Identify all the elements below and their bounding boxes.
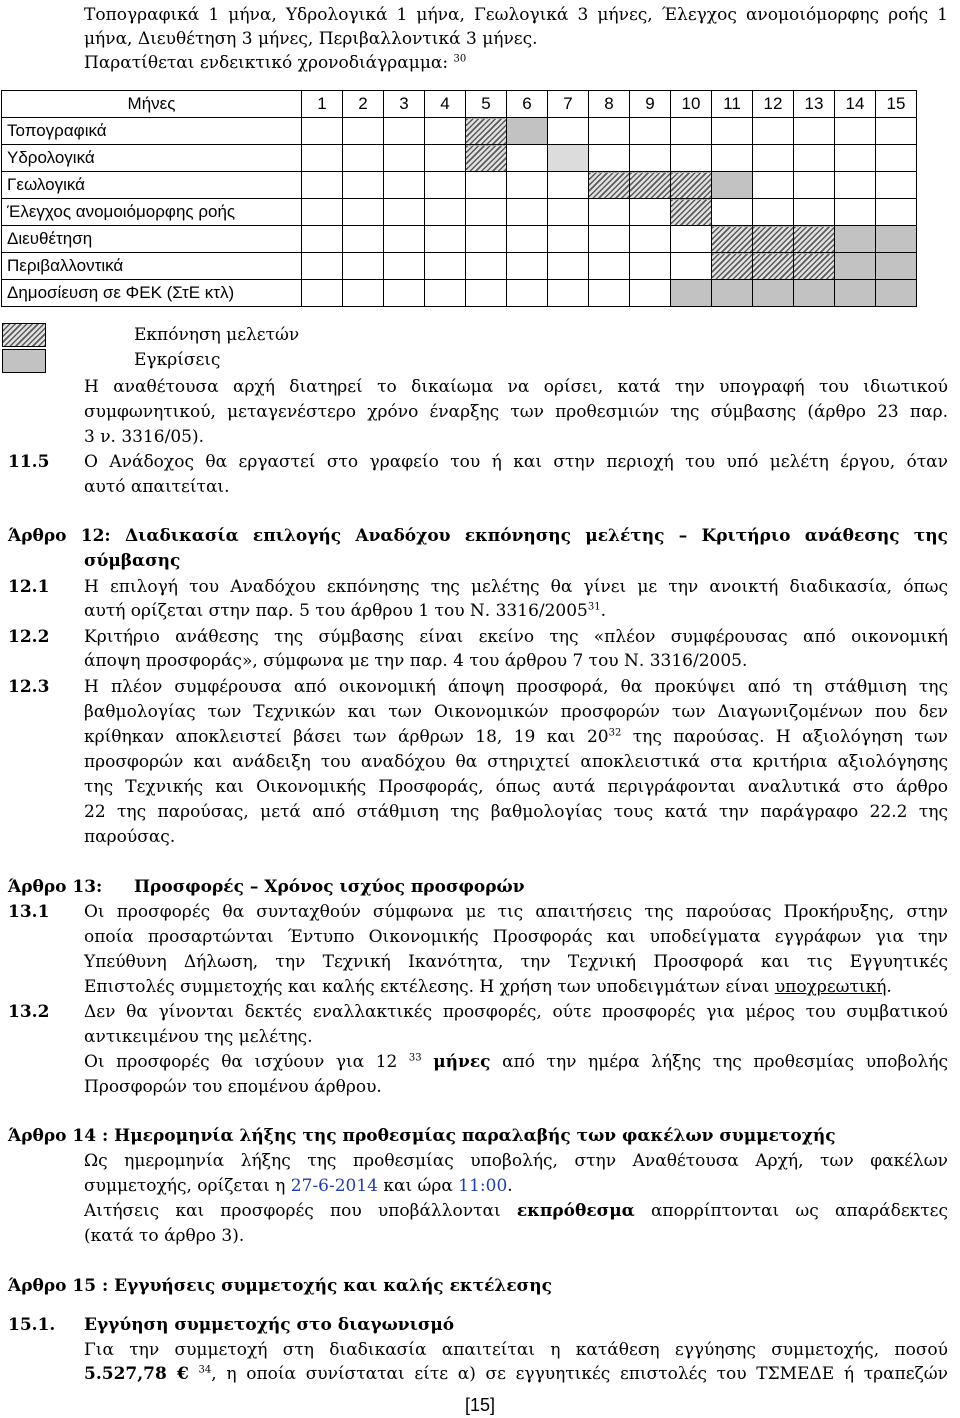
schedule-row — [2, 118, 917, 145]
month-header: 15 — [876, 91, 917, 118]
schedule-cell — [589, 226, 630, 253]
month-header: 2 — [343, 91, 384, 118]
schedule-cell — [876, 172, 917, 199]
schedule-cell — [671, 226, 712, 253]
schedule-cell — [630, 145, 671, 172]
schedule-cell — [794, 145, 835, 172]
schedule-cell — [630, 226, 671, 253]
para-13-1-line-3: Υπεύθυνη Δήλωση, την Τεχνική Ικανότητα, την Τεχνική Προσφορά και τις Εγγυητικές — [84, 952, 948, 972]
para-12-2-line-2: άποψη προσφοράς», σύμφωνα με την παρ. 4 του άρθρου 7 του Ν. 3316/2005. — [84, 651, 748, 671]
para-13-1-line-2: οποία προσαρτώνται Έντυπο Οικονομικής Προσφοράς και υποδείγματα εγγράφων για την — [84, 927, 948, 947]
para-11-4-line-2: συμφωνητικού, μεταγενέστερο χρόνο έναρξης των προθεσμιών της σύμβασης (άρθρο 23 παρ. — [84, 402, 948, 422]
schedule-cell — [425, 172, 466, 199]
schedule-cell — [302, 118, 343, 145]
month-header: 9 — [630, 91, 671, 118]
month-header: 7 — [548, 91, 589, 118]
para-number: 12.1 — [8, 577, 50, 597]
schedule-cell — [712, 280, 753, 307]
para-12-3-line-5: της Τεχνικής και Οικονομικής Προσφοράς, όπως αυτά περιγράφονται αναλυτικά στο άρθρο — [84, 777, 948, 797]
schedule-cell — [753, 172, 794, 199]
schedule-cell — [671, 199, 712, 226]
schedule-cell — [671, 280, 712, 307]
schedule-cell — [630, 199, 671, 226]
schedule-cell — [589, 145, 630, 172]
para-number: 12.3 — [8, 677, 50, 697]
month-header: 1 — [302, 91, 343, 118]
schedule-row — [2, 280, 917, 307]
schedule-cell — [343, 145, 384, 172]
schedule-row-label: Τοπογραφικά — [2, 118, 302, 145]
para-11-4-line-3: 3 ν. 3316/05). — [84, 427, 205, 447]
para-13-2-line-3: Οι προσφορές θα ισχύουν για 12 $^{33}$ μήνες από την ημέρα λήξης της προθεσμίας υποβολής — [84, 1052, 948, 1072]
schedule-cell — [384, 118, 425, 145]
para-11-5-line-1: Ο Ανάδοχος θα εργαστεί στο γραφείο του ή και στην περιοχή του υπό μελέτη έργου, όταν — [84, 452, 948, 472]
month-header: 14 — [835, 91, 876, 118]
schedule-cell — [343, 172, 384, 199]
schedule-cell — [630, 172, 671, 199]
article-14-line-2: συμμετοχής, ορίζεται η 27-6-2014 και ώρα 11:00. — [84, 1176, 513, 1196]
para-number: 11.5 — [8, 452, 50, 472]
para-13-2-line-4: Προσφορών του επομένου άρθρου. — [84, 1077, 382, 1097]
schedule-header-label: Μήνες — [2, 91, 302, 118]
schedule-row-label: Γεωλογικά — [2, 172, 302, 199]
schedule-cell — [753, 118, 794, 145]
para-12-1-line-1: Η επιλογή του Αναδόχου εκπόνησης της μελέτης θα γίνει με την ανοικτή διαδικασία, όπως — [84, 577, 948, 597]
schedule-cell — [302, 199, 343, 226]
schedule-cell — [466, 145, 507, 172]
schedule-cell — [302, 172, 343, 199]
schedule-cell — [753, 199, 794, 226]
deadline-date: 27-6-2014 — [290, 1176, 378, 1196]
schedule-cell — [384, 280, 425, 307]
para-12-3-line-1: Η πλέον συμφέρουσα από οικονομική άποψη προσφορά, θα προκύψει από τη στάθμιση της — [84, 677, 948, 697]
article-15-title: Άρθρο 15 : Εγγυήσεις συμμετοχής και καλής εκτέλεσης — [8, 1276, 552, 1296]
schedule-cell — [589, 280, 630, 307]
schedule-cell — [671, 118, 712, 145]
schedule-cell — [712, 226, 753, 253]
para-13-1-line-1: Οι προσφορές θα συνταχθούν σύμφωνα με τις απαιτήσεις της παρούσας Προκήρυξης, στην — [84, 902, 948, 922]
month-header: 6 — [507, 91, 548, 118]
schedule-cell — [425, 145, 466, 172]
schedule-cell — [753, 280, 794, 307]
schedule-cell — [507, 280, 548, 307]
schedule-cell — [630, 118, 671, 145]
schedule-cell — [630, 280, 671, 307]
schedule-cell — [507, 145, 548, 172]
schedule-cell — [835, 253, 876, 280]
schedule-cell — [425, 280, 466, 307]
schedule-row — [2, 199, 917, 226]
article-13-label: Άρθρο 13: — [8, 877, 103, 897]
month-header: 4 — [425, 91, 466, 118]
schedule-row — [2, 145, 917, 172]
para-11-5-line-2: αυτό απαιτείται. — [84, 477, 230, 497]
intro-line-3: Παρατίθεται ενδεικτικό χρονοδιάγραμμα: $^{30}$ — [84, 53, 467, 73]
schedule-cell — [343, 280, 384, 307]
schedule-row-label: Δημοσίευση σε ΦΕΚ (ΣτΕ κτλ) — [2, 280, 302, 307]
schedule-cell — [548, 226, 589, 253]
schedule-header-row — [2, 91, 917, 118]
schedule-cell — [548, 172, 589, 199]
month-header: 8 — [589, 91, 630, 118]
schedule-cell — [876, 253, 917, 280]
schedule-cell — [425, 118, 466, 145]
schedule-cell — [794, 226, 835, 253]
schedule-cell — [507, 118, 548, 145]
schedule-cell — [425, 226, 466, 253]
schedule-cell — [343, 199, 384, 226]
schedule-cell — [589, 118, 630, 145]
schedule-cell — [384, 226, 425, 253]
schedule-cell — [835, 280, 876, 307]
schedule-cell — [466, 280, 507, 307]
intro-line-2: μήνα, Διευθέτηση 3 μήνες, Περιβαλλοντικά 3 μήνες. — [84, 29, 538, 49]
schedule-cell — [548, 145, 589, 172]
schedule-cell — [712, 253, 753, 280]
schedule-cell — [466, 226, 507, 253]
schedule-cell — [835, 145, 876, 172]
para-12-3-line-7: παρούσας. — [84, 827, 176, 847]
article-13-title: Προσφορές – Χρόνος ισχύος προσφορών — [134, 877, 525, 897]
month-header: 12 — [753, 91, 794, 118]
schedule-cell — [302, 226, 343, 253]
schedule-cell — [876, 199, 917, 226]
schedule-cell — [507, 199, 548, 226]
month-header: 3 — [384, 91, 425, 118]
month-header: 10 — [671, 91, 712, 118]
schedule-cell — [671, 145, 712, 172]
para-13-1-line-4: Επιστολές συμμετοχής και καλής εκτέλεσης. Η χρήση των υποδειγμάτων είναι υποχρεωτική. — [84, 977, 892, 997]
schedule-cell — [507, 172, 548, 199]
article-14-title: Άρθρο 14 : Ημερομηνία λήξης της προθεσμίας παραλαβής των φακέλων συμμετοχής — [8, 1126, 836, 1146]
schedule-row — [2, 226, 917, 253]
article-14-line-1: Ως ημερομηνία λήξης της προθεσμίας υποβολής, στην Αναθέτουσα Αρχή, των φακέλων — [84, 1151, 948, 1171]
schedule-row — [2, 172, 917, 199]
schedule-row — [2, 253, 917, 280]
schedule-cell — [425, 199, 466, 226]
schedule-cell — [835, 118, 876, 145]
schedule-cell — [753, 226, 794, 253]
schedule-row-label: Υδρολογικά — [2, 145, 302, 172]
schedule-cell — [589, 199, 630, 226]
para-12-3-line-2: βαθμολογίας των Τεχνικών και των Οικονομικών προσφορών των Διαγωνιζομένων που δεν — [84, 702, 948, 722]
schedule-cell — [712, 199, 753, 226]
schedule-cell — [343, 253, 384, 280]
schedule-cell — [794, 253, 835, 280]
schedule-cell — [548, 253, 589, 280]
schedule-row-label: Έλεγχος ανομοιόμορφης ροής — [2, 199, 302, 226]
schedule-cell — [466, 172, 507, 199]
schedule-cell — [425, 253, 466, 280]
schedule-cell — [712, 172, 753, 199]
article-14-line-3: Αιτήσεις και προσφορές που υποβάλλονται εκπρόθεσμα απορρίπτονται ως απαράδεκτες — [84, 1201, 948, 1221]
schedule-row-label: Διευθέτηση — [2, 226, 302, 253]
schedule-cell — [712, 145, 753, 172]
schedule-cell — [343, 118, 384, 145]
sub-15-1-number: 15.1. — [8, 1315, 56, 1335]
month-header: 5 — [466, 91, 507, 118]
guarantee-amount: 5.527,78 € — [84, 1364, 189, 1384]
para-number: 13.2 — [8, 1002, 50, 1022]
schedule-cell — [466, 199, 507, 226]
page-number: [15] — [464, 1395, 496, 1415]
schedule-cell — [835, 226, 876, 253]
legend-hatched-swatch — [2, 323, 46, 347]
schedule-cell — [302, 253, 343, 280]
schedule-cell — [302, 145, 343, 172]
schedule-cell — [548, 118, 589, 145]
schedule-cell — [794, 280, 835, 307]
deadline-time: 11:00 — [458, 1176, 508, 1196]
schedule-cell — [794, 199, 835, 226]
intro-line-1: Τοπογραφικά 1 μήνα, Υδρολογικά 1 μήνα, Γεωλογικά 3 μήνες, Έλεγχος ανομοιόμορφης ροής 1 — [84, 5, 948, 25]
schedule-cell — [384, 199, 425, 226]
schedule-cell — [507, 226, 548, 253]
para-number: 13.1 — [8, 902, 50, 922]
schedule-cell — [712, 118, 753, 145]
article-14-line-4: (κατά το άρθρο 3). — [84, 1226, 245, 1246]
para-13-2-line-2: αντικειμένου της μελέτης. — [84, 1027, 313, 1047]
schedule-cell — [507, 253, 548, 280]
schedule-cell — [753, 253, 794, 280]
schedule-cell — [876, 280, 917, 307]
schedule-cell — [384, 172, 425, 199]
schedule-cell — [876, 145, 917, 172]
para-12-3-line-6: 22 της παρούσας, μετά από στάθμιση της βαθμολογίας τους κατά την παράγραφο 22.2 της — [84, 802, 948, 822]
schedule-cell — [794, 118, 835, 145]
schedule-table — [1, 90, 917, 307]
para-12-3-line-4: προσφορών και ανάδειξη του αναδόχου θα στηριχτεί αποκλειστικά στα κριτήρια αξιολόγησης — [84, 752, 948, 772]
para-11-4-line-1: Η αναθέτουσα αρχή διατηρεί το δικαίωμα να ορίσει, κατά την υπογραφή του ιδιωτικού — [84, 377, 948, 397]
article-12-title-cont: σύμβασης — [84, 551, 181, 571]
para-12-1-line-2: αυτή ορίζεται στην παρ. 5 του άρθρου 1 του Ν. 3316/2005$^{31}$. — [84, 601, 607, 621]
schedule-cell — [876, 226, 917, 253]
schedule-cell — [835, 199, 876, 226]
month-header: 13 — [794, 91, 835, 118]
schedule-cell — [671, 172, 712, 199]
sub-15-1-title: Εγγύηση συμμετοχής στο διαγωνισμό — [84, 1315, 455, 1335]
legend-label-studies: Εκπόνηση μελετών — [134, 325, 300, 345]
schedule-cell — [835, 172, 876, 199]
para-number: 12.2 — [8, 627, 50, 647]
schedule-cell — [794, 172, 835, 199]
schedule-cell — [466, 118, 507, 145]
para-13-2-line-1: Δεν θα γίνονται δεκτές εναλλακτικές προσφορές, ούτε προσφορές για μέρος του συμβατικού — [84, 1002, 948, 1022]
schedule-cell — [671, 253, 712, 280]
schedule-cell — [548, 280, 589, 307]
schedule-cell — [466, 253, 507, 280]
para-12-3-line-3: κρίθηκαν αποκλειστεί βάσει των άρθρων 18, 19 και $20^{32}$ της παρούσας. Η αξιολόγηση των — [84, 727, 949, 747]
schedule-cell — [302, 280, 343, 307]
schedule-cell — [384, 145, 425, 172]
article-12-title: Άρθρο 12: Διαδικασία επιλογής Αναδόχου εκπόνησης μελέτης – Κριτήριο ανάθεσης της — [8, 526, 948, 546]
para-12-2-line-1: Κριτήριο ανάθεσης της σύμβασης είναι εκείνο της «πλέον συμφέρουσας από οικονομική — [84, 627, 948, 647]
article-15-line-2: 5.527,78 € $^{34}$, η οποία συνίσταται είτε α) σε εγγυητικές επιστολές του ΤΣΜΕΔΕ ή τραπεζών — [84, 1364, 948, 1384]
schedule-cell — [548, 199, 589, 226]
schedule-cell — [589, 172, 630, 199]
schedule-cell — [384, 253, 425, 280]
schedule-cell — [753, 145, 794, 172]
schedule-row-label: Περιβαλλοντικά — [2, 253, 302, 280]
legend-label-approvals: Εγκρίσεις — [134, 350, 221, 370]
month-header: 11 — [712, 91, 753, 118]
schedule-cell — [343, 226, 384, 253]
schedule-cell — [876, 118, 917, 145]
schedule-cell — [630, 253, 671, 280]
legend-gray-swatch — [2, 349, 46, 373]
schedule-cell — [589, 253, 630, 280]
article-15-line-1: Για την συμμετοχή στη διαδικασία απαιτείται η κατάθεση εγγύησης συμμετοχής, ποσού — [84, 1340, 948, 1360]
